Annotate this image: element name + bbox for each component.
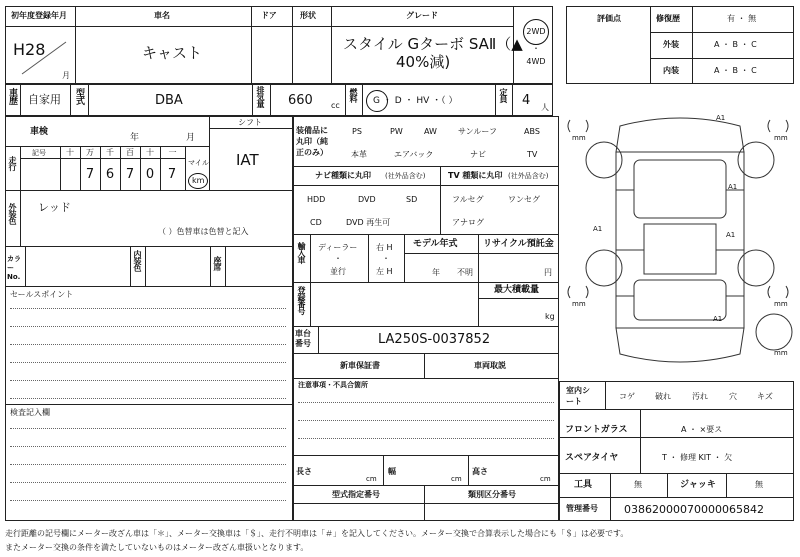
- shape-label: 形状: [300, 11, 316, 20]
- first-reg-value: H28: [13, 40, 46, 59]
- nav-sd: SD: [406, 195, 418, 204]
- mgmt-label: 管理番号: [566, 504, 598, 513]
- jack-value: 無: [755, 480, 763, 489]
- car-damage-diagram: [562, 100, 798, 380]
- tv-oneseg: ワンセグ: [508, 195, 540, 204]
- diagram-mm-bl: mm: [572, 300, 586, 308]
- seat-opt-burn: コゲ: [619, 392, 635, 401]
- capacity-label: 定員: [499, 88, 508, 102]
- nav-label: ナビ種類に丸印: [315, 171, 371, 180]
- mgmt-value: 03862000070000065842: [624, 503, 764, 516]
- capacity-unit: 人: [541, 103, 549, 112]
- diagram-mm-spare: mm: [774, 349, 788, 357]
- use-value: 自家用: [28, 93, 61, 106]
- nav-cd: CD: [310, 218, 322, 227]
- mileage-digit-0: 7: [85, 167, 95, 182]
- spare-label: スペアタイヤ: [565, 453, 619, 463]
- car-name-value: キャスト: [142, 44, 203, 62]
- mileage-km: km: [192, 176, 205, 185]
- seat-opt-hole: 穴: [729, 392, 737, 401]
- mileage-header-2: 千: [106, 148, 114, 157]
- mileage-header-1: 万: [86, 148, 94, 157]
- nav-hdd: HDD: [307, 195, 326, 204]
- caution-label: 注意事項・不具合箇所: [298, 381, 368, 389]
- mileage-sign-label: 記号: [32, 149, 46, 157]
- color-no-label: カラーNo.: [7, 255, 21, 282]
- displacement-unit: cc: [331, 101, 340, 110]
- seat-opt-scratch: キズ: [757, 392, 773, 401]
- footer-note-1: 走行距離の記号欄にメーター改ざん車は「＊」、メーター交換車は「＄」、走行不明車は「＃」を記入してください。メーター交換で合算表示した場合にも「＄」は必要です。: [5, 529, 629, 538]
- import-parallel: 並行: [330, 267, 346, 276]
- mileage-header-3: 百: [126, 148, 134, 157]
- color-label: 外装色: [8, 203, 17, 224]
- first-reg-label: 初年度登録年月: [11, 11, 67, 20]
- fuel-options: G ・ D ・ HV ・（ ）: [373, 96, 458, 106]
- shift-label: シフト: [238, 118, 262, 127]
- registration-label: 登録番号: [297, 286, 306, 314]
- model-year-label: モデル年式: [413, 239, 458, 249]
- vin-value: LA250S-0037852: [378, 332, 491, 347]
- interior-label: 内装: [663, 66, 679, 75]
- diagram-mm-tr: mm: [774, 134, 788, 142]
- equip-ps: PS: [352, 127, 362, 136]
- equip-airbag: エアバック: [394, 150, 434, 159]
- inspection-label: 車検: [30, 127, 49, 137]
- displacement-value: 660: [288, 93, 313, 108]
- equip-tv: TV: [527, 150, 538, 159]
- repair-label: 修復歴: [656, 14, 680, 23]
- grade-value-line1: スタイル Gターボ SAⅡ（▲: [343, 35, 523, 53]
- model-year-value: 不明: [457, 268, 473, 277]
- first-reg-month: 月: [62, 71, 70, 80]
- equip-leather: 本革: [351, 150, 367, 159]
- recycle-label: リサイクル預託金: [483, 239, 554, 249]
- diagram-a1-front: A1: [716, 114, 726, 122]
- equip-navi: ナビ: [470, 150, 486, 159]
- shift-value: IAT: [236, 151, 259, 169]
- spare-options: T ・ 修理 KIT ・ 欠: [662, 453, 733, 462]
- length-label: 長さ: [296, 467, 312, 476]
- tools-value: 無: [634, 480, 642, 489]
- tv-note: (社外品含む): [508, 172, 549, 180]
- mileage-digit-3: 0: [145, 167, 155, 182]
- warranty-label: 新車保証書: [340, 361, 380, 370]
- seat-opt-tear: 破れ: [655, 392, 671, 401]
- tv-label: TV 種類に丸印: [448, 171, 503, 180]
- model-value: DBA: [155, 93, 183, 108]
- import-right-h: 右 H: [376, 243, 393, 252]
- mileage-header-4: 十: [146, 148, 154, 157]
- inspector-label: 検査記入欄: [10, 408, 50, 417]
- nav-note: (社外品含む): [385, 172, 426, 180]
- use-label: 車歴: [7, 88, 17, 104]
- repair-options: 有 ・ 無: [727, 14, 757, 23]
- equip-sunroof: サンルーフ: [458, 127, 497, 136]
- import-dot-2: ・: [382, 254, 390, 263]
- diagram-a1-rear: A1: [713, 315, 723, 323]
- diagram-a1-right: A1: [726, 231, 736, 239]
- tv-fullseg: フルセグ: [452, 195, 484, 204]
- mileage-header-5: 一: [168, 148, 177, 157]
- diagram-mm-tl: mm: [572, 134, 586, 142]
- interior-options: A ・ B ・ C: [714, 66, 757, 75]
- seat-opt-dirt: 汚れ: [692, 392, 708, 401]
- diagram-a1-side-right: A1: [728, 183, 738, 191]
- sales-point-label: セールスポイント: [10, 290, 74, 299]
- mileage-digit-4: 7: [167, 167, 177, 182]
- displacement-label: 排気量: [256, 86, 265, 107]
- import-label: 輸入車: [297, 242, 306, 263]
- equip-pw: PW: [390, 127, 403, 136]
- import-dealer: ディーラー: [318, 243, 358, 252]
- color-change-note: （ ）色替車は色替と記入: [158, 227, 249, 236]
- model-year-unit: 年: [432, 268, 440, 277]
- model-label: 型式: [74, 88, 84, 104]
- recycle-unit: 円: [544, 268, 552, 277]
- color-value: レッド: [38, 201, 71, 214]
- width-label: 幅: [388, 467, 396, 476]
- category-label: 類別区分番号: [468, 490, 516, 499]
- tools-label: 工具: [574, 480, 593, 490]
- nav-dvd: DVD: [358, 195, 376, 204]
- length-unit: cm: [366, 475, 377, 483]
- door-label: ドア: [261, 11, 277, 20]
- vin-label: 車台番号: [295, 329, 311, 349]
- footer-note-2: またメーター交換の条件を満たしていないものはメーター改ざん車扱いとなります。: [5, 543, 309, 552]
- jack-label: ジャッキ: [680, 480, 716, 490]
- equip-abs: ABS: [524, 127, 540, 136]
- tv-analog: アナログ: [452, 218, 484, 227]
- model-designation-label: 型式指定番号: [332, 490, 380, 499]
- mileage-label: 走行: [8, 156, 17, 170]
- import-left-h: 左 H: [376, 267, 393, 276]
- glass-label: フロントガラス: [565, 425, 628, 435]
- max-load-unit: kg: [545, 312, 555, 321]
- glass-options: A ・ ×要ス: [681, 425, 723, 434]
- drive-dot: ・: [532, 44, 540, 53]
- drive-4wd: 4WD: [526, 57, 546, 66]
- diagram-mm-br: mm: [774, 300, 788, 308]
- width-unit: cm: [451, 475, 462, 483]
- seat-label: 室内シート: [566, 386, 590, 406]
- equipment-label: 装備品に丸印（純正のみ）: [296, 126, 328, 157]
- drive-2wd: 2WD: [526, 27, 546, 36]
- grade-value-line2: 40%減): [396, 53, 451, 71]
- grade-label: グレード: [406, 11, 438, 20]
- height-unit: cm: [540, 475, 551, 483]
- score-label: 評価点: [597, 14, 621, 23]
- manual-label: 車両取説: [474, 361, 506, 370]
- inspection-month: 月: [186, 133, 196, 143]
- exterior-label: 外装: [663, 40, 679, 49]
- max-load-label: 最大積載量: [494, 285, 540, 295]
- equip-aw: AW: [424, 127, 437, 136]
- nav-dvd-play: DVD 再生可: [346, 218, 391, 227]
- height-label: 高さ: [472, 467, 488, 476]
- mileage-mile: マイル: [188, 159, 209, 167]
- mileage-digit-1: 6: [105, 167, 115, 182]
- mileage-digit-2: 7: [125, 167, 135, 182]
- exterior-options: A ・ B ・ C: [714, 40, 757, 49]
- diagram-a1-side-left: A1: [593, 225, 603, 233]
- car-name-label: 車名: [154, 11, 170, 20]
- mileage-header-0: 十: [66, 148, 74, 157]
- fuel-label: 燃料: [349, 88, 358, 102]
- inspection-year: 年: [130, 133, 140, 143]
- seats-label: 座席: [213, 256, 222, 270]
- capacity-value: 4: [522, 93, 531, 108]
- import-dot: ・: [334, 254, 342, 263]
- interior-color-label: 内装色: [133, 250, 142, 271]
